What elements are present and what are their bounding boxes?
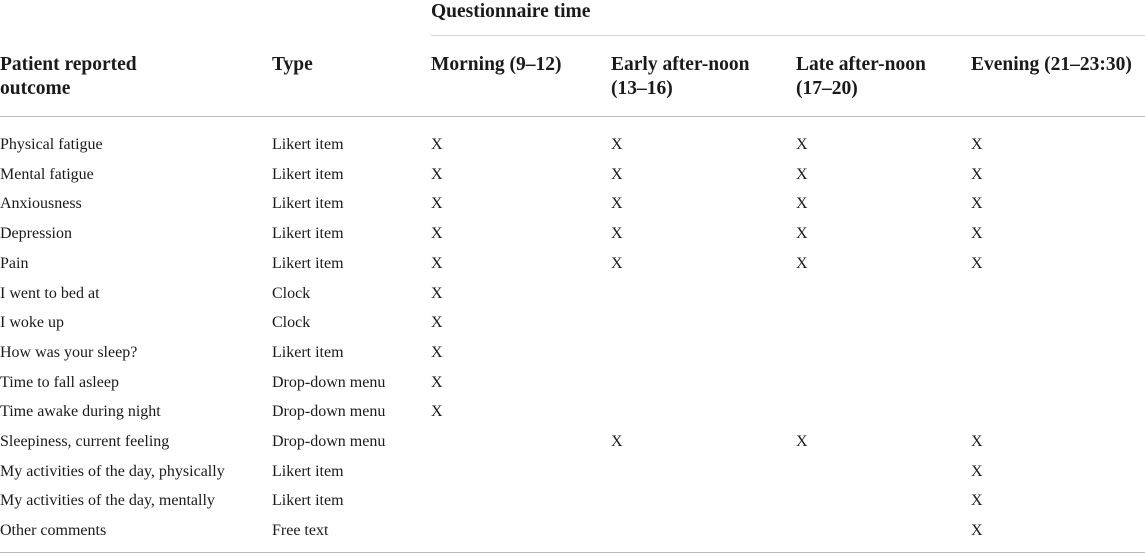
cell-early-afternoon: X [611, 433, 623, 450]
cell-outcome: My activities of the day, physically [0, 462, 225, 480]
cell-early-afternoon: X [611, 254, 623, 272]
cell-type: Clock [272, 284, 311, 302]
column-header-morning [431, 53, 562, 77]
cell-outcome: My activities of the day, mentally [0, 492, 215, 510]
cell-evening: X [971, 254, 983, 272]
cell-outcome: How was your sleep? [0, 343, 138, 361]
cell-type: Likert item [272, 254, 344, 272]
column-header-line: Type [272, 54, 313, 75]
cell-type: Likert item [272, 225, 344, 243]
cell-type: Drop-down menu [272, 373, 386, 391]
cell-outcome: Time to fall asleep [0, 373, 119, 391]
column-header-type [272, 53, 313, 77]
cell-evening: X [971, 462, 983, 480]
cell-outcome: Sleepiness, current feeling [0, 433, 170, 450]
cell-morning: X [431, 165, 443, 183]
cell-morning: X [431, 314, 443, 332]
cell-outcome: Other comments [0, 522, 107, 540]
cell-late-afternoon: X [796, 225, 808, 243]
cell-early-afternoon: X [611, 165, 623, 183]
cell-late-afternoon: X [796, 433, 808, 450]
cell-evening: X [971, 225, 983, 243]
column-header-line: outcome [0, 78, 71, 99]
cell-outcome: Physical fatigue [0, 136, 103, 153]
header-bottom-rule [0, 116, 1145, 117]
cell-early-afternoon: X [611, 195, 623, 213]
cell-type: Drop-down menu [272, 433, 386, 450]
column-header-line: Evening (21–23:30) [971, 54, 1132, 75]
cell-late-afternoon: X [796, 195, 808, 213]
cell-morning: X [431, 225, 443, 243]
cell-late-afternoon: X [796, 165, 808, 183]
cell-outcome: Depression [0, 225, 72, 243]
group-header: Questionnaire time [431, 1, 591, 22]
cell-morning: X [431, 136, 443, 153]
cell-morning: X [431, 284, 443, 302]
cell-evening: X [971, 136, 983, 153]
cell-morning: X [431, 403, 443, 421]
cell-morning: X [431, 254, 443, 272]
cell-type: Clock [272, 314, 311, 332]
cell-late-afternoon: X [796, 254, 808, 272]
cell-evening: X [971, 165, 983, 183]
column-header-line: Morning (9–12) [431, 54, 562, 75]
cell-type: Likert item [272, 195, 344, 213]
cell-type: Likert item [272, 136, 344, 153]
cell-morning: X [431, 343, 443, 361]
cell-type: Likert item [272, 492, 344, 510]
cell-evening: X [971, 195, 983, 213]
table-bottom-rule [0, 552, 1145, 553]
column-header-line: Early after-noon [611, 54, 750, 75]
cell-outcome: I went to bed at [0, 284, 100, 302]
column-header-line: (13–16) [611, 78, 673, 99]
cell-early-afternoon: X [611, 136, 623, 153]
cell-type: Likert item [272, 462, 344, 480]
column-header-line: Patient reported [0, 54, 137, 75]
column-header-evening [971, 53, 1132, 77]
cell-early-afternoon: X [611, 225, 623, 243]
cell-outcome: I woke up [0, 314, 64, 332]
cell-type: Likert item [272, 165, 344, 183]
column-header-line: (17–20) [796, 78, 858, 99]
cell-evening: X [971, 433, 983, 450]
column-header-early-afternoon [611, 53, 749, 101]
cell-type: Drop-down menu [272, 403, 386, 421]
group-header-rule [431, 35, 1145, 36]
column-header-outcome [0, 53, 137, 101]
cell-type: Likert item [272, 343, 344, 361]
cell-outcome: Pain [0, 254, 29, 272]
cell-late-afternoon: X [796, 136, 808, 153]
cell-evening: X [971, 492, 983, 510]
cell-evening: X [971, 522, 983, 540]
cell-outcome: Mental fatigue [0, 165, 94, 183]
column-header-late-afternoon [796, 53, 926, 101]
column-header-line: Late after-noon [796, 54, 926, 75]
cell-outcome: Anxiousness [0, 195, 82, 213]
cell-type: Free text [272, 522, 329, 540]
cell-morning: X [431, 195, 443, 213]
cell-morning: X [431, 373, 443, 391]
cell-outcome: Time awake during night [0, 403, 161, 421]
